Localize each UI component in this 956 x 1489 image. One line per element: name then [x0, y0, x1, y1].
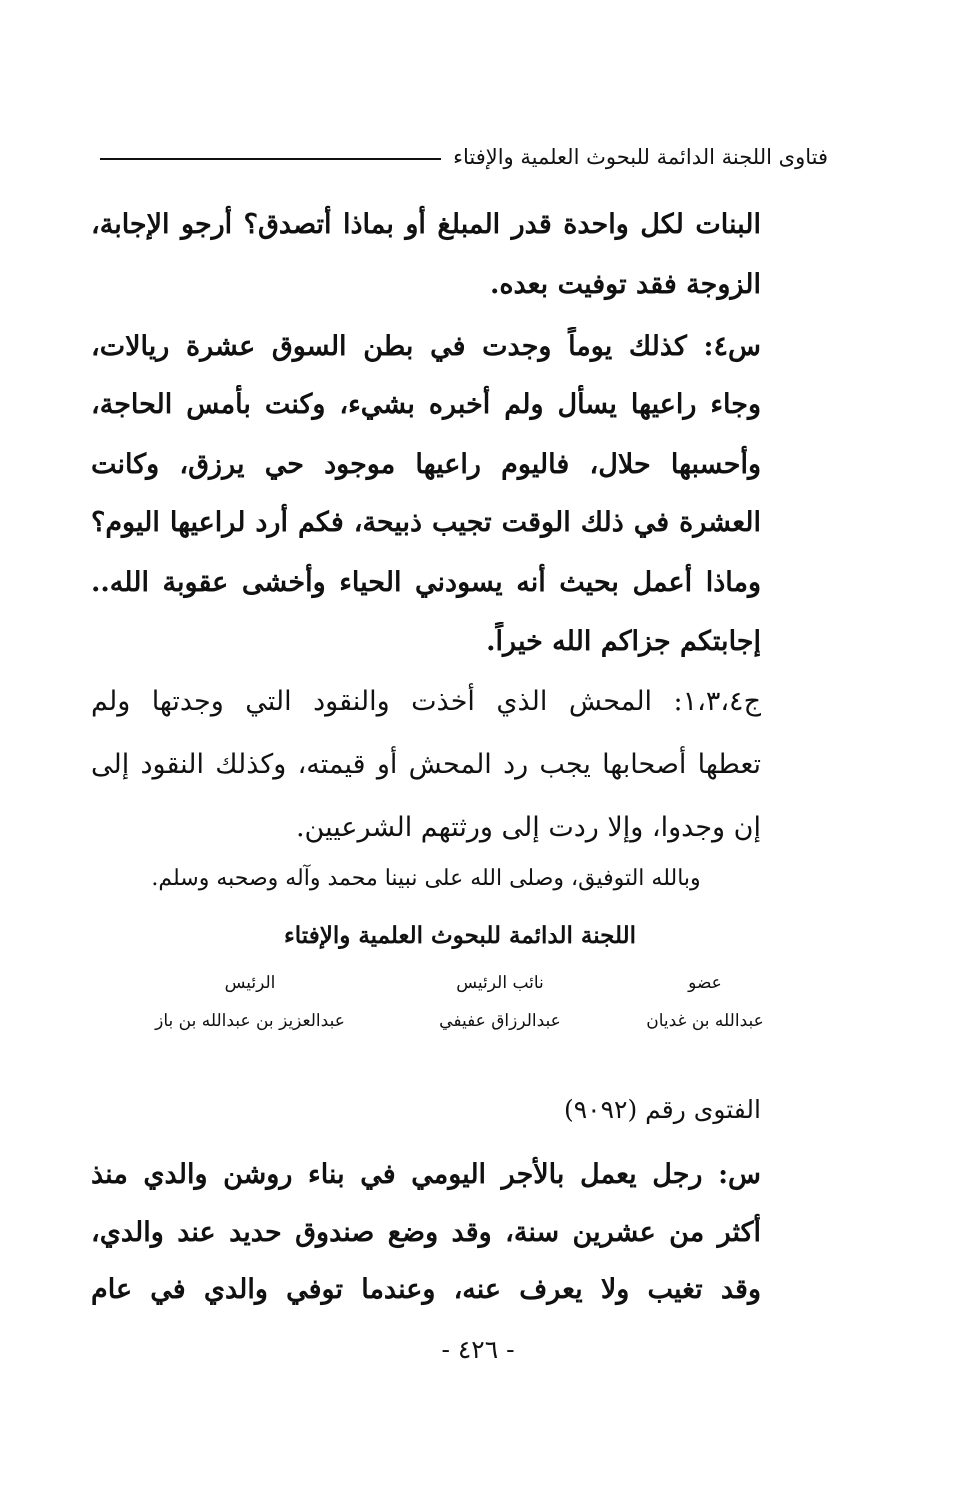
- question-line: وجاء راعيها يسأل ولم أخبره بشيء، وكنت بأمس الحاجة،: [91, 389, 761, 420]
- signatory-role: نائب الرئيس: [456, 973, 544, 993]
- signatory-name: عبدالعزيز بن عبدالله بن باز: [155, 1011, 345, 1031]
- fatwa-number: الفتوى رقم (٩٠٩٢): [563, 1095, 761, 1124]
- signatory-role: عضو: [688, 973, 722, 993]
- question-line: الزوجة فقد توفيت بعده.: [489, 269, 761, 300]
- question-line: س: رجل يعمل بالأجر اليومي في بناء روشن والدي منذ: [91, 1159, 761, 1190]
- question-line: إجابتكم جزاكم الله خيراً.: [486, 626, 761, 657]
- page-number: - ٤٢٦ -: [441, 1335, 515, 1364]
- closing-formula: وبالله التوفيق، وصلى الله على نبينا محمد وآله وصحبه وسلم.: [151, 866, 701, 891]
- question-line: س٤: كذلك يوماً وجدت في بطن السوق عشرة ريالات،: [91, 331, 761, 362]
- answer-line: ج١،٣،٤: المحش الذي أخذت والنقود التي وجدتها ولم: [91, 686, 761, 717]
- signatory-name: عبدالله بن غديان: [646, 1011, 764, 1031]
- signatory-name: عبدالرزاق عفيفي: [439, 1011, 561, 1031]
- answer-line: إن وجدوا، وإلا ردت إلى ورثتهم الشرعيين.: [295, 812, 761, 843]
- signatory-member: [630, 970, 780, 1034]
- question-line: العشرة في ذلك الوقت تجيب ذبيحة، فكم أرد لراعيها اليوم؟: [91, 507, 761, 538]
- header-rule: [100, 158, 441, 160]
- question-line: وأحسبها حلال، فاليوم راعيها موجود حي يرزق، وكانت: [91, 449, 761, 480]
- signatory-president: [130, 970, 370, 1034]
- running-header: [100, 140, 828, 174]
- signatory-vice-president: [410, 970, 590, 1034]
- question-line: أكثر من عشرين سنة، وقد وضع صندوق حديد عند والدي،: [91, 1217, 761, 1248]
- question-line: وقد تغيب ولا يعرف عنه، وعندما توفي والدي في عام: [91, 1274, 761, 1305]
- question-line: البنات لكل واحدة قدر المبلغ أو بماذا أتصدق؟ أرجو الإجابة،: [91, 209, 761, 240]
- question-line: وماذا أعمل بحيث أنه يسودني الحياء وأخشى عقوبة الله..: [91, 567, 761, 598]
- signatory-role: الرئيس: [224, 973, 276, 993]
- answer-line: تعطها أصحابها يجب رد المحش أو قيمته، وكذلك النقود إلى: [91, 749, 761, 780]
- committee-title: اللجنة الدائمة للبحوث العلمية والإفتاء: [283, 922, 637, 949]
- book-title: فتاوى اللجنة الدائمة للبحوث العلمية والإفتاء: [453, 145, 828, 169]
